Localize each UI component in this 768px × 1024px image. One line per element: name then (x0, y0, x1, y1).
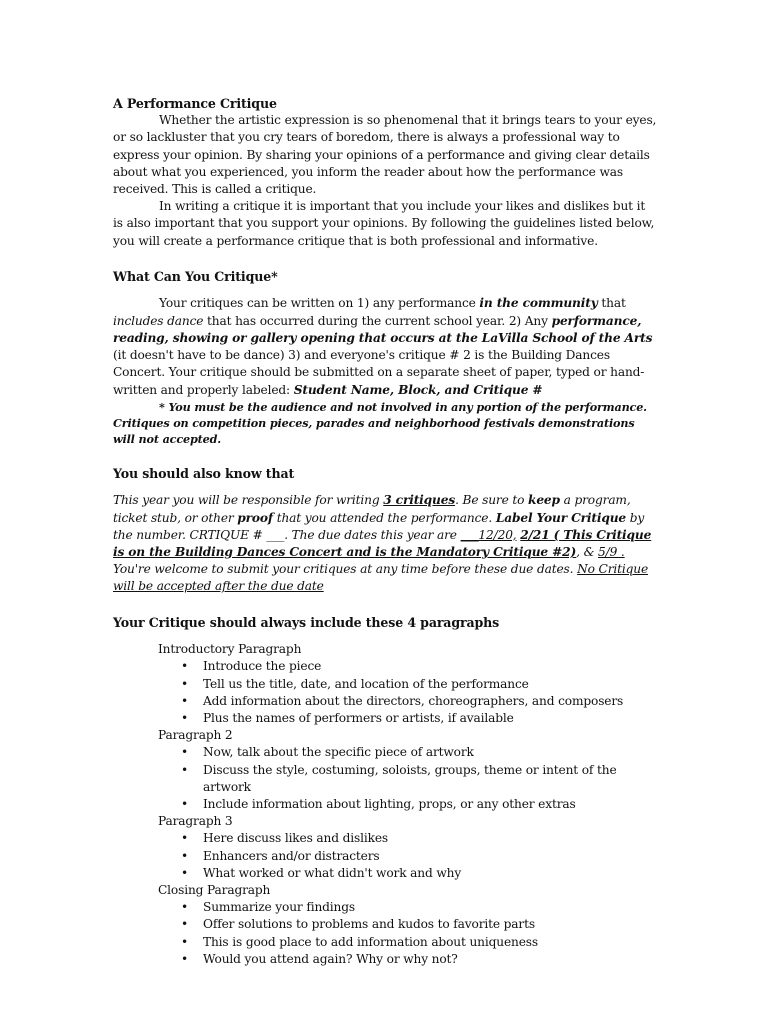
text-run: ___12/20, (460, 527, 517, 542)
section-label-closing: Closing Paragraph (158, 883, 271, 898)
section-label-introductory: Introductory Paragraph (158, 642, 302, 657)
text-run: (it doesn't have to be dance (113, 348, 280, 363)
what-paragraph (113, 295, 658, 398)
closing-list (113, 899, 658, 968)
paragraph-2-list (113, 744, 658, 813)
list-item: • Would you attend again? Why or why not? (181, 951, 658, 968)
list-item: • Summarize your findings (181, 899, 658, 916)
section-label-paragraph-2: Paragraph 2 (158, 728, 233, 743)
page-title: A Performance Critique (113, 96, 277, 111)
list-item: • Introduce the piece (181, 658, 658, 675)
what-can-you-critique-heading: What Can You Critique* (113, 268, 278, 284)
intro-paragraph-1: Whether the artistic expression is so phenomenal that it brings tears to your eyes, or so lackluster that you cry tears of boredom, there is always a professional way to express your opinion. By sharing your opinions of a performance and giving clear details about what you experienced, you inform the reader about how the performance was received. This is called a critique. (113, 113, 657, 197)
list-item: • Tell us the title, date, and location of the performance (181, 676, 658, 693)
list-item: • Enhancers and/or distracters (181, 848, 658, 865)
list-item: • Here discuss likes and dislikes (181, 830, 658, 847)
text-run: that you attended the performance. (272, 510, 496, 525)
audience-note: * You must be the audience and not involved in any portion of the performance. Critiques on competition pieces, parades and neighborhood festivals demonstrations will not accepted. (113, 399, 647, 446)
text-run: includes dance (113, 313, 204, 328)
introductory-list (113, 658, 658, 727)
document-body (113, 95, 658, 968)
text-run: 5/9 . (598, 544, 625, 559)
list-item: • What worked or what didn't work and why (181, 865, 658, 882)
list-item: • Discuss the style, costuming, soloists, groups, theme or intent of the artwork (181, 762, 658, 796)
list-item: • Now, talk about the specific piece of artwork (181, 744, 658, 761)
text-run: This year you will be responsible for writing (113, 493, 384, 508)
intro-paragraph-2: In writing a critique it is important that you include your likes and dislikes but it is also important that you support your opinions. By following the guidelines listed below, you will create a performance critique that is both professional and informative. (113, 199, 655, 248)
text-run: ) 3) and everyone's critique # 2 is the Building Dances Concert. Your critique should be submitted on a separate sheet of paper, typed or hand-written and properly labeled: (113, 348, 645, 397)
four-paragraphs-heading: Your Critique should always include these 4 paragraphs (113, 614, 500, 630)
text-run: proof (237, 510, 273, 525)
text-run: 2/21 ( This Critique is on the Building Dances Concert and is the Mandatory Critique #2) (113, 527, 652, 559)
text-run: in the community (479, 296, 598, 311)
text-run: 3 critiques (383, 493, 456, 508)
list-item: • Add information about the directors, choreographers, and composers (181, 693, 658, 710)
text-run: that has occurred during the current school year. 2) Any (203, 313, 552, 328)
text-run: Label Your Critique (495, 510, 627, 525)
text-run: No Critique will be accepted after the due date (113, 562, 649, 594)
text-run: , & (576, 544, 599, 559)
list-item: • Include information about lighting, props, or any other extras (181, 796, 658, 813)
list-item: • Offer solutions to problems and kudos to favorite parts (181, 916, 658, 933)
text-run: performance, reading, showing or gallery opening that occurs at the LaVilla School of the Arts (113, 313, 653, 345)
section-label-paragraph-3: Paragraph 3 (158, 814, 233, 829)
text-run: You're welcome to submit your critiques at any time before these due dates. (113, 562, 578, 577)
know-paragraph (113, 492, 658, 595)
list-item: • Plus the names of performers or artists, if available (181, 710, 658, 727)
text-run: Student Name, Block, and Critique # (293, 382, 543, 397)
text-run: keep (528, 493, 560, 508)
text-run: . Be sure to (455, 493, 529, 508)
text-run: a program, ticket stub, or other (113, 493, 631, 525)
text-run: Your critiques can be written on 1) any performance (159, 296, 480, 311)
list-item: • This is good place to add information about uniqueness (181, 934, 658, 951)
text-run: that (597, 296, 626, 311)
text-run: by the number. CRTIQUE # ___. The due dates this year are (113, 510, 645, 542)
paragraph-3-list (113, 830, 658, 882)
you-should-also-know-heading: You should also know that (113, 465, 295, 481)
